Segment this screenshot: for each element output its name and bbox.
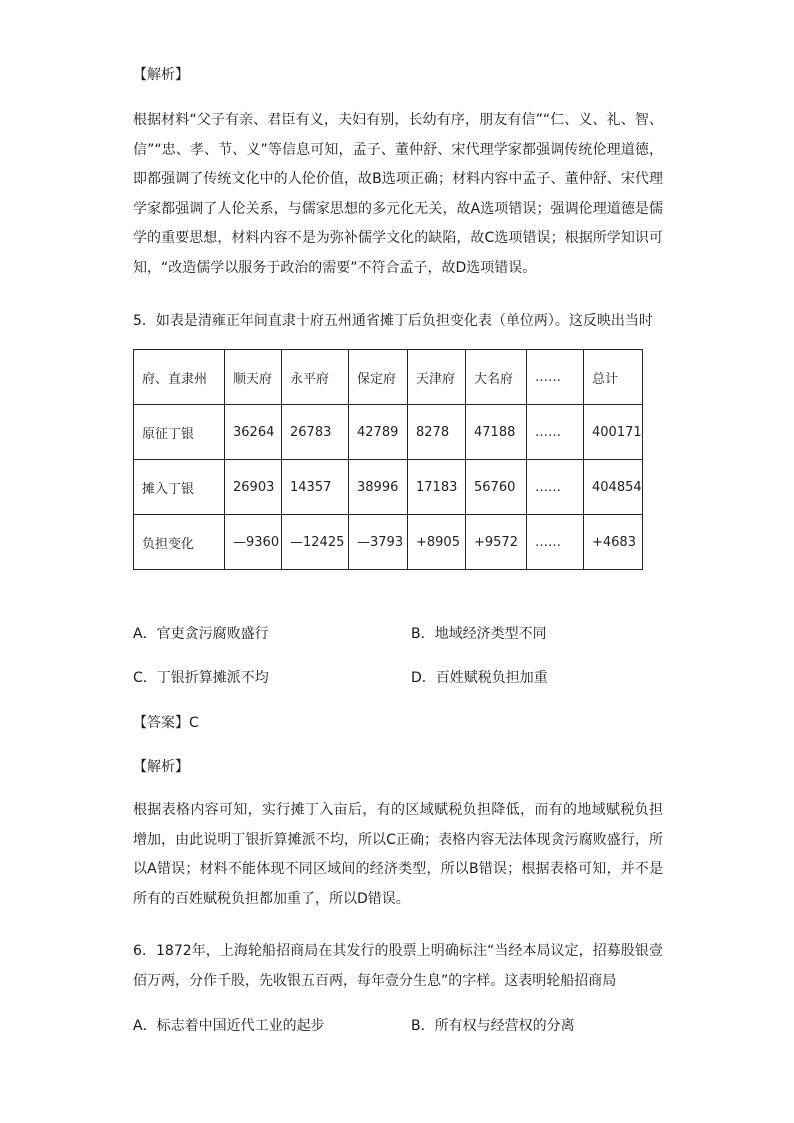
tax-burden-table	[133, 349, 643, 570]
analysis-paragraph: 根据材料“父子有亲、君臣有义，夫妇有别，长幼有序，朋友有信”“仁、义、礼、智、信”“忠、孝、节、义”等信息可知，孟子、董仲舒、宋代理学家都强调传统伦理道德，即都强调了传统文化中的人伦价值，故B选项正确；材料内容中孟子、董仲舒、宋代理学家都强调了人伦关系，与儒家思想的多元化无关，故A选项错误；强调伦理道德是儒学的重要思想，材料内容不是为弥补儒学文化的缺陷，故C选项错误；根据所学知识可知，“改造儒学以服务于政治的需要”不符合孟子，故D选项错误。	[133, 112, 663, 276]
table-cell: 38996	[349, 460, 408, 515]
option-c: C．丁银折算摊派不均	[133, 670, 269, 686]
table-cell: ……	[527, 515, 584, 570]
table-header-cell: 大名府	[466, 350, 527, 405]
table-cell: —3793	[349, 515, 408, 570]
question-6-stem: 6．1872年，上海轮船招商局在其发行的股票上明确标注“当经本局议定，招募股银壹佰万两，分作千股，先收银五百两，每年壹分生息”的字样。这表明轮船招商局	[133, 943, 663, 989]
option-d: D．百姓赋税负担加重	[411, 670, 548, 686]
table-cell: —9360	[225, 515, 282, 570]
table-cell: +9572	[466, 515, 527, 570]
table-cell: 42789	[349, 405, 408, 460]
table-cell: 404854	[584, 460, 643, 515]
table-cell: 负担变化	[134, 515, 225, 570]
table-cell: 17183	[408, 460, 466, 515]
table-header-cell: 永平府	[282, 350, 349, 405]
table-header-cell: 府、直隶州	[134, 350, 225, 405]
option-a: A．官吏贪污腐败盛行	[133, 626, 269, 642]
table-row	[134, 460, 643, 515]
table-header-cell: 保定府	[349, 350, 408, 405]
table-row	[134, 515, 643, 570]
table-cell: ……	[527, 460, 584, 515]
table-header-cell: 顺天府	[225, 350, 282, 405]
table-cell: 36264	[225, 405, 282, 460]
table-cell: 400171	[584, 405, 643, 460]
table-cell: 摊入丁银	[134, 460, 225, 515]
table-cell: 47188	[466, 405, 527, 460]
table-row	[134, 405, 643, 460]
question-5-stem: 5．如表是清雍正年间直隶十府五州通省摊丁后负担变化表（单位两）。这反映出当时	[133, 313, 653, 329]
analysis-paragraph: 根据表格内容可知，实行摊丁入亩后，有的区域赋税负担降低，而有的地域赋税负担增加，由此说明丁银折算摊派不均，所以C正确；表格内容无法体现贪污腐败盛行，所以A错误；材料不能体现不同区域间的经济类型，所以B错误；根据表格可知，并不是所有的百姓赋税负担都加重了，所以D错误。	[133, 802, 663, 907]
option-a: A．标志着中国近代工业的起步	[133, 1018, 325, 1034]
table-header-cell: ……	[527, 350, 584, 405]
table-cell: 原征丁银	[134, 405, 225, 460]
table-header-cell: 总计	[584, 350, 643, 405]
table-cell: 8278	[408, 405, 466, 460]
option-b: B．地域经济类型不同	[411, 626, 547, 642]
table-header-row	[134, 350, 643, 405]
table-cell: +4683	[584, 515, 643, 570]
table-header-cell: 天津府	[408, 350, 466, 405]
analysis-label: 【解析】	[133, 67, 189, 83]
table-cell: —12425	[282, 515, 349, 570]
table-cell: 56760	[466, 460, 527, 515]
analysis-label: 【解析】	[133, 759, 189, 775]
option-b: B．所有权与经营权的分离	[411, 1018, 575, 1034]
table-cell: 14357	[282, 460, 349, 515]
table-cell: 26783	[282, 405, 349, 460]
table-cell: 26903	[225, 460, 282, 515]
table-cell: ……	[527, 405, 584, 460]
answer-label: 【答案】C	[133, 715, 199, 731]
table-cell: +8905	[408, 515, 466, 570]
